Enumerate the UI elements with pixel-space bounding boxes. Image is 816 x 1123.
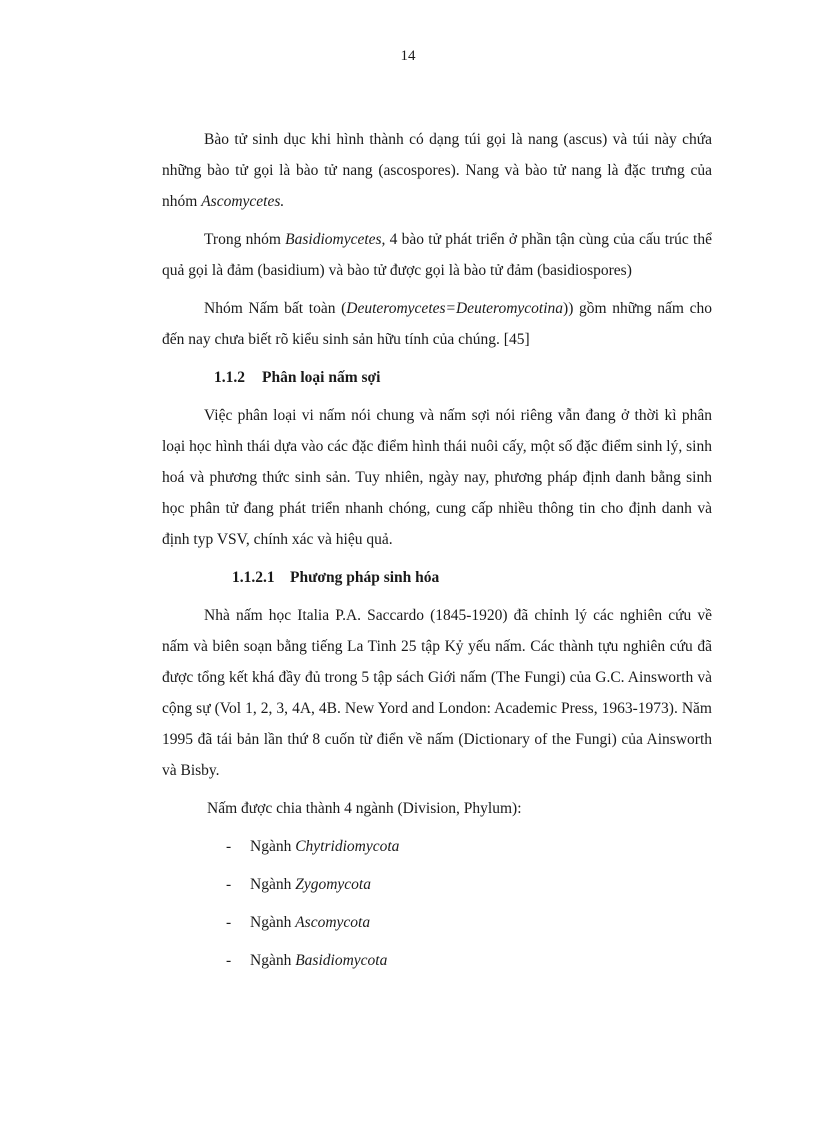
section-heading-1-1-2-1: [162, 562, 712, 593]
list-dash: -: [226, 876, 232, 893]
phylum-name: Ascomycota: [295, 914, 371, 931]
list-item: [226, 945, 712, 976]
list-dash: -: [226, 952, 232, 969]
list-item-prefix: Ngành: [250, 838, 296, 855]
subsection-number: 1.1.2.1: [232, 569, 275, 586]
list-dash: -: [226, 914, 232, 931]
paragraph-ascus-text: Bào tử sinh dục khi hình thành có dạng túi gọi là nang (ascus) và túi này chứa những bào tử gọi là bào tử nang (ascospores). Nang và bào tử nang là đặc trưng của nhóm: [162, 131, 712, 210]
list-item: [226, 831, 712, 862]
paragraph-deutero-text-2: )) gồm những nấm cho đến nay chưa biết rõ kiểu sinh sản hữu tính của chúng. [45]: [162, 300, 712, 348]
list-dash: -: [226, 838, 232, 855]
page-number: 14: [400, 48, 416, 64]
list-item: [226, 907, 712, 938]
section-title: Phân loại nấm sợi: [262, 369, 381, 386]
list-item-prefix: Ngành: [250, 876, 296, 893]
section-number: 1.1.2: [214, 369, 245, 386]
phyla-list: [162, 831, 712, 976]
paragraph-saccardo: Nhà nấm học Italia P.A. Saccardo (1845-1920) đã chỉnh lý các nghiên cứu về nấm và biên soạn bằng tiếng La Tinh 25 tập Kỷ yếu nấm. Các thành tựu nghiên cứu đã được tổng kết khá đầy đủ trong 5 tập sách Giới nấm (The Fungi) của G.C. Ainsworth và cộng sự (Vol 1, 2, 3, 4A, 4B. New Yord and London: Academic Press, 1963-1973). Năm 1995 đã tái bản lần thứ 8 cuốn từ điển về nấm (Dictionary of the Fungi) của Ainsworth và Bisby.: [162, 607, 712, 779]
paragraph-classification: Việc phân loại vi nấm nói chung và nấm sợi nói riêng vẫn đang ở thời kì phân loại học hình thái dựa vào các đặc điểm hình thái nuôi cấy, một số đặc điểm sinh lý, sinh hoá và phương thức sinh sản. Tuy nhiên, ngày nay, phương pháp định danh bằng sinh học phân tử đang phát triển nhanh chóng, cung cấp nhiều thông tin cho định danh và định typ VSV, chính xác và hiệu quả.: [162, 407, 712, 548]
phylum-name: Zygomycota: [295, 876, 371, 893]
paragraph-deutero-text-1: Nhóm Nấm bất toàn (: [204, 300, 347, 317]
paragraph-ascus: [162, 124, 712, 217]
paragraph-deuteromycetes: [162, 293, 712, 355]
phylum-name: Basidiomycota: [295, 952, 388, 969]
paragraph-basidiomycetes: [162, 224, 712, 286]
section-heading-1-1-2: [162, 362, 712, 393]
term-basidiomycetes: Basidiomycetes,: [285, 231, 386, 248]
term-deuteromycetes: Deuteromycetes=Deuteromycotina: [346, 300, 564, 317]
document-body: [162, 124, 712, 983]
phylum-name: Chytridiomycota: [295, 838, 400, 855]
paragraph-basidio-text-1: Trong nhóm: [204, 231, 286, 248]
paragraph-basidio-text-2: 4 bào tử phát triển ở phần tận cùng của cấu trúc thể quả gọi là đảm (basidium) và bào tử được gọi là bào tử đảm (basidiospores): [162, 231, 712, 279]
list-item-prefix: Ngành: [250, 914, 296, 931]
term-ascomycetes: Ascomycetes.: [201, 193, 285, 210]
phyla-intro: Nấm được chia thành 4 ngành (Division, Phylum):: [207, 800, 522, 817]
list-item-prefix: Ngành: [250, 952, 296, 969]
list-item: [226, 869, 712, 900]
subsection-title: Phương pháp sinh hóa: [290, 569, 440, 586]
